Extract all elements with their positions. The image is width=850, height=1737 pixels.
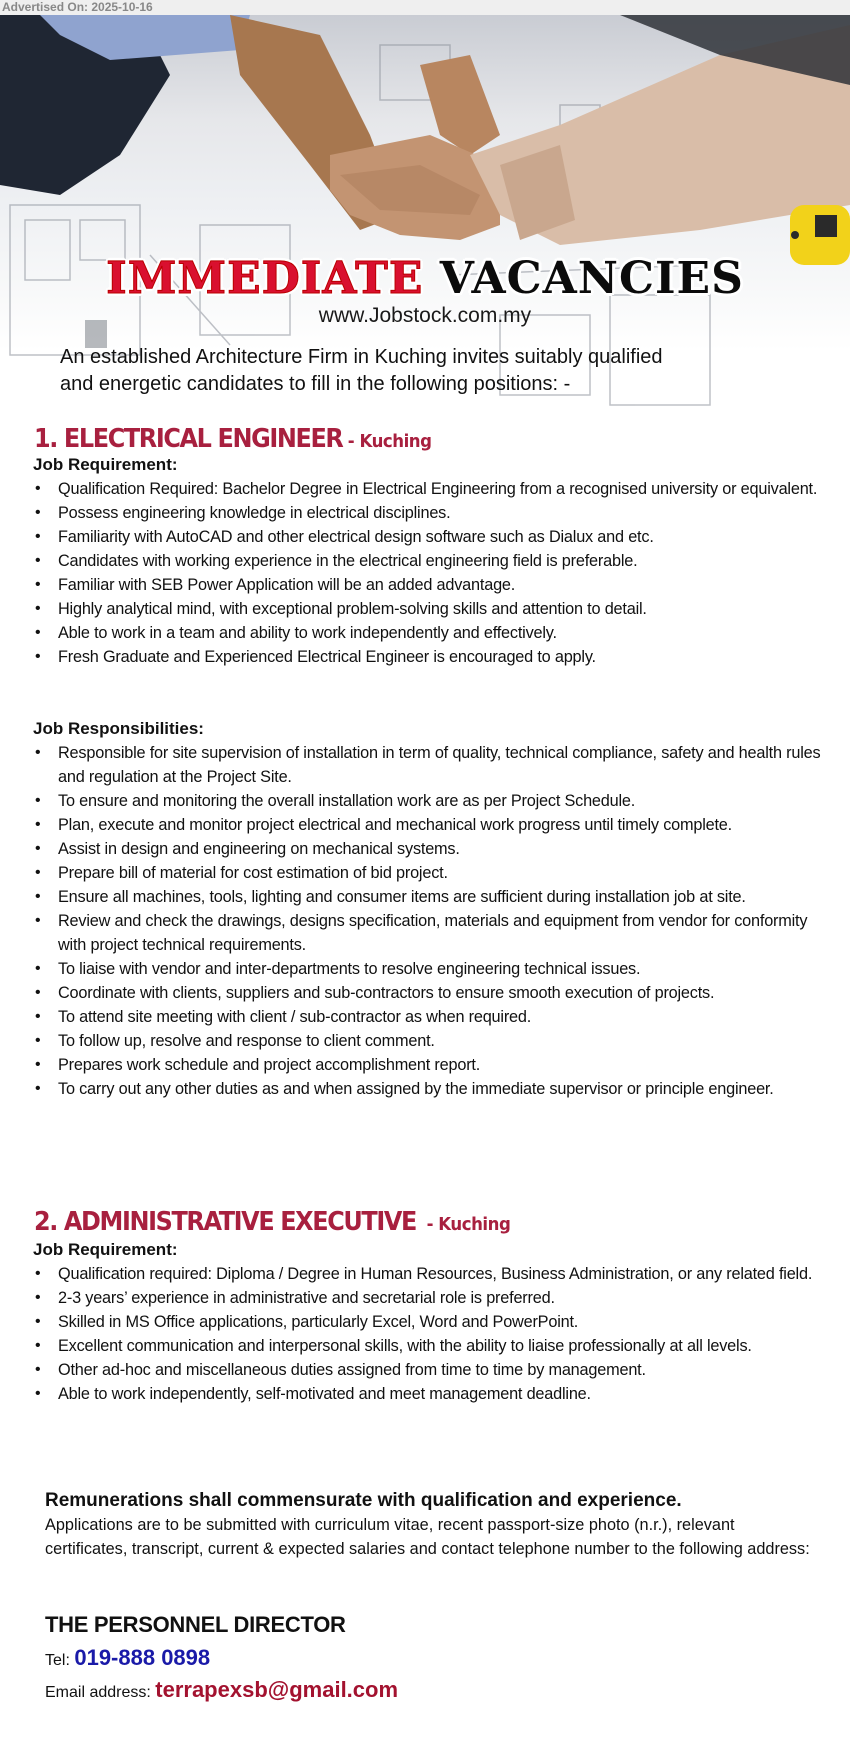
intro-line-2: and energetic candidates to fill in the following positions: - [60, 373, 571, 395]
list-item: • 2-3 years’ experience in administrative and secretarial role is preferred. [0, 1286, 828, 1310]
list-item: • Qualification required: Diploma / Degree in Human Resources, Business Administration, or any related field. [0, 1262, 828, 1286]
list-item: • To attend site meeting with client / sub-contractor as when required. [0, 1005, 828, 1029]
list-item: • Possess engineering knowledge in electrical disciplines. [0, 501, 828, 525]
position-title: 2. ADMINISTRATIVE EXECUTIVE [34, 1207, 416, 1237]
list-item: • Review and check the drawings, designs specification, materials and equipment from vendor for conformity with project technical requirements. [0, 909, 828, 957]
job-requirement-heading: Job Requirement: [33, 455, 178, 474]
email-line [45, 1674, 398, 1709]
headline-immediate: IMMEDIATE [106, 253, 424, 304]
position-title-administrative-executive [34, 1206, 510, 1241]
list-item: • Coordinate with clients, suppliers and sub-contractors to ensure smooth execution of projects. [0, 981, 828, 1005]
list-item: • Fresh Graduate and Experienced Electrical Engineer is encouraged to apply. [0, 645, 828, 669]
list-item: • Candidates with working experience in the electrical engineering field is preferable. [0, 549, 828, 573]
list-item: • To ensure and monitoring the overall installation work are as per Project Schedule. [0, 789, 828, 813]
list-item: • Ensure all machines, tools, lighting and consumer items are sufficient during installation job at site. [0, 885, 828, 909]
position-title: 1. ELECTRICAL ENGINEER [34, 424, 343, 454]
list-item: • Plan, execute and monitor project electrical and mechanical work progress until timely complete. [0, 813, 828, 837]
intro-line-1: An established Architecture Firm in Kuching invites suitably qualified [60, 346, 663, 368]
intro-paragraph [60, 344, 780, 398]
recipient-title: THE PERSONNEL DIRECTOR [45, 1612, 346, 1637]
application-instructions: Applications are to be submitted with curriculum vitae, recent passport-size photo (n.r.), relevant certificates, transcript, current & expected salaries and contact telephone number to the following address: [45, 1516, 810, 1558]
headline [0, 251, 850, 307]
list-item: • Familiarity with AutoCAD and other electrical design software such as Dialux and etc. [0, 525, 828, 549]
list-item: • Able to work in a team and ability to work independently and effectively. [0, 621, 828, 645]
list-item: • Highly analytical mind, with exceptional problem-solving skills and attention to detail. [0, 597, 828, 621]
website-link[interactable]: www.Jobstock.com.my [318, 304, 532, 327]
position-location: - Kuching [342, 431, 432, 452]
requirements-list-admin [0, 1262, 820, 1406]
list-item: • To follow up, resolve and response to client comment. [0, 1029, 828, 1053]
telephone-number[interactable]: 019-888 0898 [74, 1645, 211, 1670]
list-item: • To carry out any other duties as and when assigned by the immediate supervisor or principle engineer. [0, 1077, 828, 1101]
list-item: • To liaise with vendor and inter-departments to resolve engineering technical issues. [0, 957, 828, 981]
job-requirement-heading: Job Requirement: [33, 1240, 178, 1259]
list-item: • Able to work independently, self-motivated and meet management deadline. [0, 1382, 828, 1406]
list-item: • Skilled in MS Office applications, particularly Excel, Word and PowerPoint. [0, 1310, 828, 1334]
position-location: - Kuching [415, 1214, 511, 1235]
email-address[interactable]: terrapexsb@gmail.com [155, 1677, 399, 1702]
list-item: • Prepare bill of material for cost estimation of bid project. [0, 861, 828, 885]
advertised-date-bar [0, 0, 850, 15]
list-item: • Responsible for site supervision of installation in term of quality, technical compliance, safety and health rules and regulation at the Project Site. [0, 741, 828, 789]
list-item: • Excellent communication and interpersonal skills, with the ability to liaise professionally at all levels. [0, 1334, 828, 1358]
telephone-label: Tel: [45, 1652, 75, 1669]
list-item: • Prepares work schedule and project accomplishment report. [0, 1053, 828, 1077]
list-item: • Assist in design and engineering on mechanical systems. [0, 837, 828, 861]
responsibilities-list-electrical [0, 741, 820, 1101]
telephone-line [45, 1643, 210, 1676]
remuneration-note: Remunerations shall commensurate with qualification and experience. [45, 1490, 682, 1511]
requirements-list-electrical [0, 477, 820, 669]
job-responsibilities-heading: Job Responsibilities: [33, 719, 204, 738]
headline-vacancies: VACANCIES [439, 253, 744, 304]
list-item: • Other ad-hoc and miscellaneous duties assigned from time to time by management. [0, 1358, 828, 1382]
email-label: Email address: [45, 1684, 156, 1701]
advertised-date: Advertised On: 2025-10-16 [2, 0, 153, 14]
list-item: • Qualification Required: Bachelor Degree in Electrical Engineering from a recognised university or equivalent. [0, 477, 828, 501]
list-item: • Familiar with SEB Power Application will be an added advantage. [0, 573, 828, 597]
